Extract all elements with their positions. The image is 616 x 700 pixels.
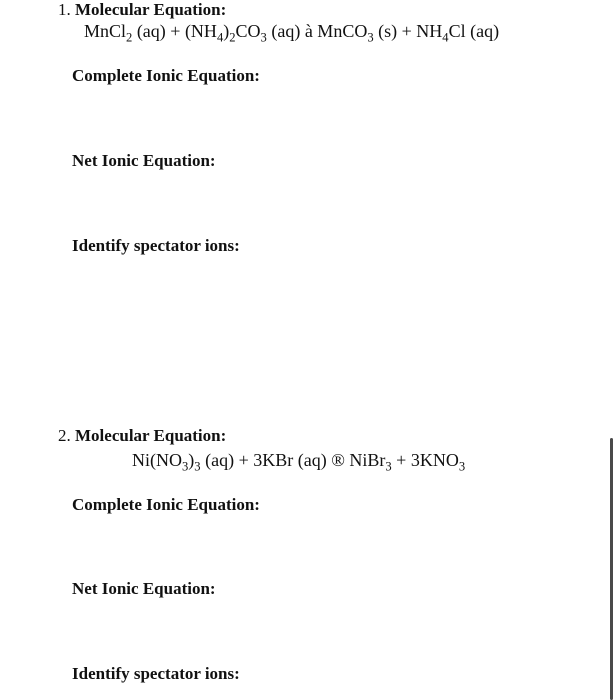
q2-heading-text: Molecular Equation:	[75, 426, 227, 445]
eq-part: (aq) + 3KBr (aq) ® NiBr	[200, 450, 386, 470]
q1-heading-text: Molecular Equation:	[75, 0, 227, 19]
eq-part: (s) + NH	[373, 21, 443, 41]
eq-subscript: 3	[367, 30, 374, 45]
q2-heading	[58, 426, 226, 446]
eq-subscript: 3	[182, 459, 189, 474]
q2-number: 2.	[58, 426, 71, 445]
q2-complete-ionic-label: Complete Ionic Equation:	[72, 495, 260, 514]
eq-part: CO	[235, 21, 261, 41]
q1-net-ionic-label: Net Ionic Equation:	[72, 151, 216, 170]
eq-subscript: 4	[442, 30, 449, 45]
eq-part: + 3KNO	[391, 450, 459, 470]
q1-number: 1.	[58, 0, 71, 19]
eq-subscript: 4	[216, 30, 224, 45]
eq-part: (aq) à MnCO	[266, 21, 368, 41]
eq-part: Cl (aq)	[448, 21, 500, 41]
q2-molecular-equation	[132, 450, 466, 474]
q1-spectator-ions-label: Identify spectator ions:	[72, 236, 240, 255]
eq-part: (aq) + (NH	[132, 21, 217, 41]
q1-complete-ionic-label: Complete Ionic Equation:	[72, 66, 260, 85]
eq-subscript: 2	[229, 30, 236, 45]
q2-net-ionic-label: Net Ionic Equation:	[72, 579, 216, 598]
eq-subscript: 3	[194, 459, 201, 474]
eq-subscript: 2	[126, 30, 133, 45]
eq-subscript: 3	[458, 459, 466, 474]
q2-spectator-ions-label: Identify spectator ions:	[72, 664, 240, 683]
eq-part: )	[223, 21, 230, 41]
vertical-scrollbar[interactable]	[610, 438, 613, 700]
eq-part: )	[188, 450, 195, 470]
q1-molecular-equation	[84, 21, 500, 45]
eq-part: Ni(NO	[132, 450, 182, 470]
eq-subscript: 3	[260, 30, 267, 45]
eq-part: MnCl	[84, 21, 127, 41]
eq-subscript: 3	[385, 459, 392, 474]
q1-heading	[58, 0, 226, 20]
